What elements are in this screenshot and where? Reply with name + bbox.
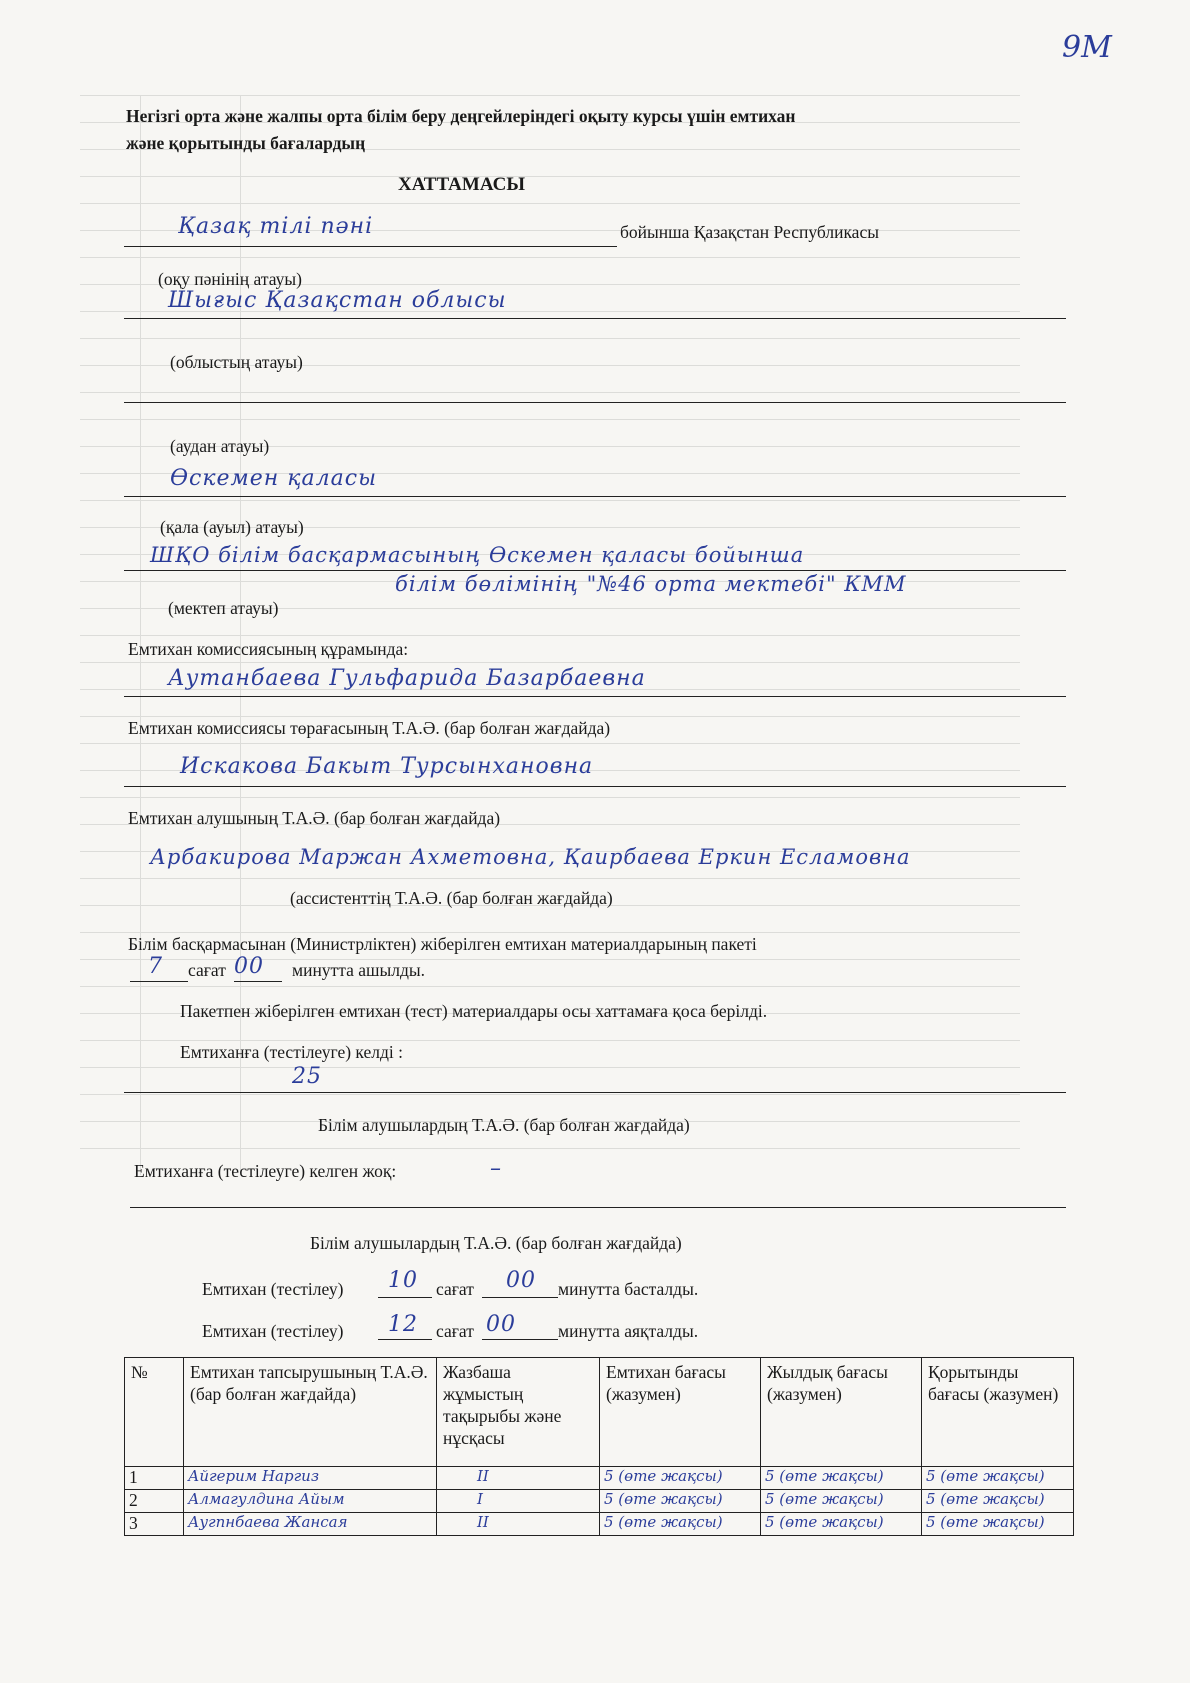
assistant-caption: (ассистенттің Т.А.Ә. (бар болған жағдайда): [290, 888, 613, 908]
start-minute-underline: [482, 1297, 558, 1298]
school-value-line-2: білім бөлімінің "№46 орта мектебі" КММ: [395, 572, 907, 596]
package-minute-label: минутта ашылды.: [292, 960, 425, 980]
start-hour: 10: [388, 1268, 418, 1293]
student-name: Айгерим Наргиз: [184, 1467, 437, 1490]
package-hour-label: сағат: [188, 960, 226, 980]
school-value-line-1: ШҚО білім басқармасының Өскемен қаласы бойынша: [150, 543, 805, 567]
topic-variant: ІІ: [437, 1513, 600, 1536]
header-final-grade: Қорытынды бағасы (жазумен): [922, 1358, 1074, 1467]
chair-value: Аутанбаева Гульфарида Базарбаевна: [168, 666, 646, 691]
table-row: [125, 1513, 1074, 1536]
region-caption: (облыстың атауы): [170, 352, 303, 372]
row-number: 1: [125, 1467, 184, 1490]
exam-grade: 5 (өте жақсы): [600, 1490, 761, 1513]
examiner-caption: Емтихан алушының Т.А.Ә. (бар болған жағдайда): [128, 808, 501, 828]
absent-label: Емтиханға (тестілеуге) келген жоқ:: [134, 1161, 397, 1181]
document-title: ХАТТАМАСЫ: [398, 174, 525, 195]
start-hour-label: сағат: [436, 1279, 474, 1299]
absent-caption: Білім алушылардың Т.А.Ә. (бар болған жағдайда): [310, 1233, 682, 1253]
corner-mark: 9М: [1062, 30, 1112, 65]
package-line-1: Білім басқармасынан (Министрліктен) жіберілген емтихан материалдарының пакеті: [128, 934, 757, 954]
header-student-name: Емтихан тапсырушының Т.А.Ә. (бар болған жағдайда): [184, 1358, 437, 1467]
topic-variant: І: [437, 1490, 600, 1513]
examiner-value: Искакова Бакыт Турсынхановна: [180, 754, 594, 779]
subject-caption: (оқу пәнінің атауы): [158, 269, 302, 289]
commission-label: Емтихан комиссиясының құрамында:: [128, 639, 409, 659]
row-number: 3: [125, 1513, 184, 1536]
chair-caption: Емтихан комиссиясы төрағасының Т.А.Ә. (бар болған жағдайда): [128, 718, 611, 738]
arrived-caption: Білім алушылардың Т.А.Ә. (бар болған жағдайда): [318, 1115, 690, 1135]
arrived-label: Емтиханға (тестілеуге) келді :: [180, 1042, 404, 1062]
exam-grade: 5 (өте жақсы): [600, 1513, 761, 1536]
package-hour-underline: [130, 981, 188, 982]
annual-grade: 5 (өте жақсы): [761, 1490, 922, 1513]
arrived-value: 25: [292, 1064, 322, 1089]
student-name: Аугпнбаева Жансая: [184, 1513, 437, 1536]
district-caption: (аудан атауы): [170, 436, 270, 456]
end-minute-underline: [482, 1339, 558, 1340]
table-row: [125, 1467, 1074, 1490]
header-written-topic: Жазбаша жұмыстың тақырыбы және нұсқасы: [437, 1358, 600, 1467]
absent-underline: [130, 1207, 1066, 1208]
final-grade: 5 (өте жақсы): [922, 1513, 1074, 1536]
end-hour: 12: [388, 1312, 418, 1337]
table-header-row: [125, 1358, 1074, 1467]
school-underline: [124, 570, 1066, 571]
table-row: [125, 1490, 1074, 1513]
topic-variant: ІІ: [437, 1467, 600, 1490]
package-hour: 7: [148, 954, 163, 979]
final-grade: 5 (өте жақсы): [922, 1467, 1074, 1490]
end-prefix: Емтихан (тестілеу): [202, 1321, 344, 1341]
header-exam-grade: Емтихан бағасы (жазумен): [600, 1358, 761, 1467]
start-prefix: Емтихан (тестілеу): [202, 1279, 344, 1299]
package-minute-underline: [234, 981, 282, 982]
school-caption: (мектеп атауы): [168, 598, 279, 618]
annual-grade: 5 (өте жақсы): [761, 1513, 922, 1536]
absent-value: –: [490, 1156, 502, 1181]
results-table: [124, 1357, 1074, 1536]
city-caption: (қала (ауыл) атауы): [160, 517, 304, 537]
student-name: Алмагулдина Айым: [184, 1490, 437, 1513]
subject-value: Қазақ тілі пәні: [178, 214, 374, 239]
exam-grade: 5 (өте жақсы): [600, 1467, 761, 1490]
assistant-value: Арбакирова Маржан Ахметовна, Қаирбаева Еркин Есламовна: [150, 845, 911, 869]
final-grade: 5 (өте жақсы): [922, 1490, 1074, 1513]
package-attached: Пакетпен жіберілген емтихан (тест) материалдары осы хаттамаға қоса берілді.: [180, 1001, 768, 1021]
start-hour-underline: [378, 1297, 432, 1298]
header-annual-grade: Жылдық бағасы (жазумен): [761, 1358, 922, 1467]
end-hour-label: сағат: [436, 1321, 474, 1341]
start-minute: 00: [506, 1268, 536, 1293]
region-value: Шығыс Қазақстан облысы: [168, 288, 507, 313]
end-minute: 00: [486, 1312, 516, 1337]
district-underline: [124, 402, 1066, 403]
city-underline: [124, 496, 1066, 497]
subject-underline: [124, 246, 617, 247]
heading-line-1: Негізгі орта және жалпы орта білім беру деңгейлеріндегі оқыту курсы үшін емтихан: [126, 106, 796, 126]
annual-grade: 5 (өте жақсы): [761, 1467, 922, 1490]
subject-suffix: бойынша Қазақстан Республикасы: [620, 222, 879, 242]
end-suffix: минутта аяқталды.: [558, 1321, 699, 1341]
header-number: №: [125, 1358, 184, 1467]
arrived-underline: [124, 1092, 1066, 1093]
examiner-underline: [124, 786, 1066, 787]
end-hour-underline: [378, 1339, 432, 1340]
city-value: Өскемен қаласы: [170, 466, 378, 491]
row-number: 2: [125, 1490, 184, 1513]
chair-underline: [124, 696, 1066, 697]
package-minute: 00: [234, 954, 264, 979]
region-underline: [124, 318, 1066, 319]
heading-line-2: және қорытынды бағалардың: [126, 133, 366, 153]
start-suffix: минутта басталды.: [558, 1279, 699, 1299]
